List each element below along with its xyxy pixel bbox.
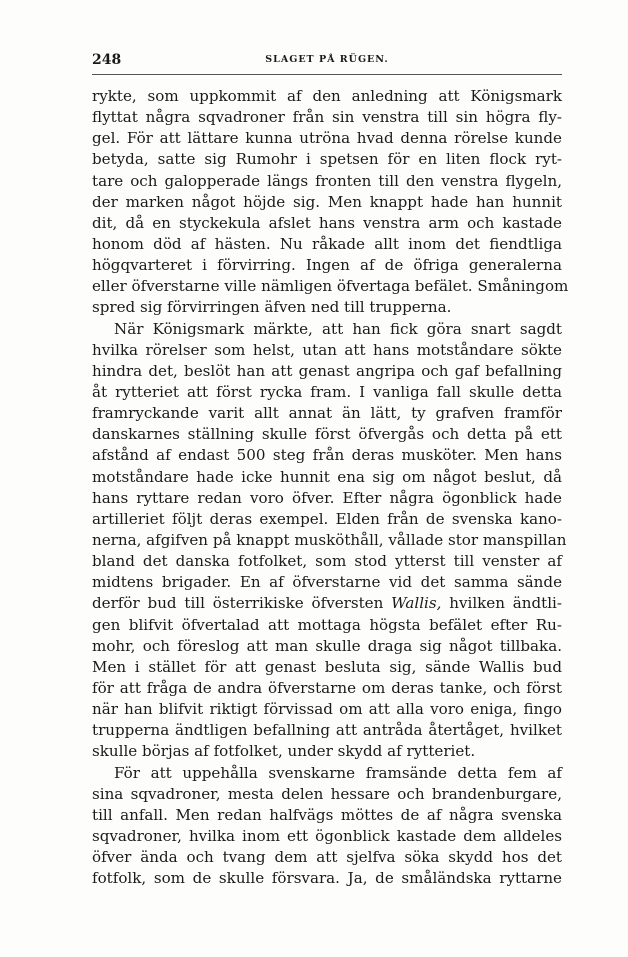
text-line: betyda, satte sig Rumohr i spetsen för en liten flock ryt- xyxy=(92,150,562,169)
text-line: afstånd af endast 500 steg från deras musköter. Men hans xyxy=(92,446,562,465)
text-line: der marken något höjde sig. Men knappt hade han hunnit xyxy=(92,192,562,211)
text-line: bland det danska fotfolket, som stod ytterst till venster af xyxy=(92,552,562,571)
body-text xyxy=(92,86,569,889)
paragraph-last-line: skulle börjas af fotfolket, under skydd af rytteriet. xyxy=(92,742,476,761)
text-line: tare och galopperade längs fronten till den venstra flygeln, xyxy=(92,171,562,190)
text-line: sina sqvadroner, mesta delen hessare och brandenburgare, xyxy=(92,784,562,803)
text-line: trupperna ändtligen befallning att antråda återtåget, hvilket xyxy=(92,721,562,740)
text-line: gen blifvit öfvertalad att mottaga högsta befälet efter Ru- xyxy=(92,615,562,634)
text-line: åt rytteriet att först rycka fram. I vanliga fall skulle detta xyxy=(92,382,562,401)
text-line: motståndare hade icke hunnit ena sig om något beslut, då xyxy=(92,467,562,486)
text-line: mohr, och föreslog att man skulle draga sig något tillbaka. xyxy=(92,636,562,655)
paragraph-first-line: När Königsmark märkte, att han fick göra snart sagdt xyxy=(114,319,562,338)
text-line: Men i stället för att genast besluta sig, sände Wallis bud xyxy=(92,657,562,676)
text-line: fotfolk, som de skulle försvara. Ja, de småländska ryttarne xyxy=(92,869,562,888)
text-line: eller öfverstarne ville nämligen öfvertaga befälet. Småningom xyxy=(92,277,569,296)
text-line: hans ryttare redan voro öfver. Efter några ögonblick hade xyxy=(92,488,562,507)
paragraph-last-line: spred sig förvirringen äfven ned till trupperna. xyxy=(92,298,452,317)
text-line: hindra det, beslöt han att genast angripa och gaf befallning xyxy=(92,361,562,380)
text-line: nerna, afgifven på knappt musköthåll, vållade stor manspillan xyxy=(92,530,567,549)
text-line: rykte, som uppkommit af den anledning att Königsmark xyxy=(92,87,562,105)
text-line: när han blifvit riktigt förvissad om att alla voro eniga, fingo xyxy=(92,700,562,719)
page-number: 248 xyxy=(92,52,122,68)
paragraph-first-line: För att uppehålla svenskarne framsände detta fem af xyxy=(114,763,562,782)
text-line: dit, då en styckekula afslet hans venstra arm och kastade xyxy=(92,213,562,232)
line-text-after: hvilken ändtli- xyxy=(441,594,562,613)
text-line: hvilka rörelser som helst, utan att hans motståndare sökte xyxy=(92,340,562,359)
text-line: danskarnes ställning skulle först öfvergås och detta på ett xyxy=(92,425,562,444)
text-line: midtens brigader. En af öfverstarne vid det samma sände xyxy=(92,573,562,592)
running-title: SLAGET PÅ RÜGEN. xyxy=(265,54,389,65)
text-line: honom död af hästen. Nu råkade allt inom det fiendtliga xyxy=(92,234,562,253)
page-header xyxy=(92,52,562,72)
italic-name-wallis: Wallis, xyxy=(391,594,442,613)
text-line: artilleriet följt deras exempel. Elden från de svenska kano- xyxy=(92,509,562,528)
text-line: sqvadroner, hvilka inom ett ögonblick kastade dem alldeles xyxy=(92,826,562,845)
text-line: för att fråga de andra öfverstarne om deras tanke, och först xyxy=(92,678,562,697)
text-line: högqvarteret i förvirring. Ingen af de öfriga generalerna xyxy=(92,256,562,275)
text-line: framryckande varit allt annat än lätt, ty grafven framför xyxy=(92,404,562,423)
header-rule xyxy=(92,74,562,75)
text-line: gel. För att lättare kunna utröna hvad denna rörelse kunde xyxy=(92,129,562,148)
text-line-with-italic-name xyxy=(92,593,562,614)
line-text-before: derför bud till österrikiske öfversten xyxy=(92,594,392,613)
text-line: öfver ända och tvang dem att sjelfva söka skydd hos det xyxy=(92,848,562,867)
text-line: flyttat några sqvadroner från sin venstra till sin högra fly- xyxy=(92,108,562,127)
text-line: till anfall. Men redan halfvägs möttes de af några svenska xyxy=(92,805,562,824)
